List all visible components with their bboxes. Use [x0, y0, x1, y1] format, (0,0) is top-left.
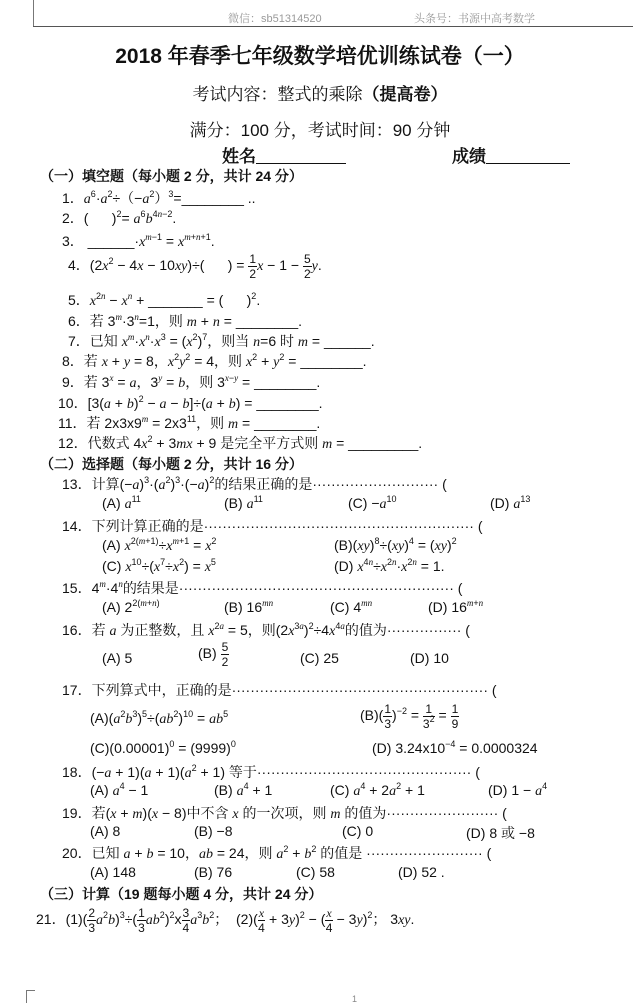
option-14-c[interactable]: (C) $x^{10}\div(x^7\div x^2) = x^5$: [102, 557, 216, 575]
question-7: 7．已知 $x^m\cdot x^n\cdot x^3 = (x^2)^7$，则当 n=6 时 m = ______.: [68, 332, 375, 350]
crop-mark: [26, 990, 35, 1003]
question-14: 14．下列计算正确的是·························································· (: [62, 518, 483, 534]
question-6: 6．若 $3^m\cdot 3^n=1$，则 m + n = ________.: [68, 312, 303, 330]
question-2: 2．( )$^2= a^6b^{4n-2}$.: [62, 209, 177, 227]
option-14-a[interactable]: (A) $x^{2(m+1)}\div x^{m+1} = x^2$: [102, 536, 217, 554]
question-15: 15．$4^m\cdot 4^n$的结果是··························································· (: [62, 579, 463, 596]
option-15-c[interactable]: (C) $4^{mn}$: [330, 598, 373, 615]
option-16-c[interactable]: (C) 25: [300, 650, 339, 666]
question-4: 4．$(2x^2 - 4x - 10xy)\div$( ) = $\frac{1}{2}$ x − 1 − $\frac{5}{2}$ y.: [68, 252, 322, 281]
page-title: 2018 年春季七年级数学培优训练试卷（一）: [115, 45, 525, 68]
option-13-b[interactable]: (B) $a^{11}$: [224, 494, 263, 512]
question-8: 8．若 x + y = 8，$x^2y^2 = 4$，则 $x^2 + y^2$ = ________.: [62, 352, 367, 370]
question-3: 3． $\_\_\_\_\_\_\cdot x^{m-1} = x^{m+n+1}$.: [62, 232, 215, 250]
option-19-b[interactable]: (B) −8: [194, 823, 233, 839]
question-21: 21．(1)( $\frac{2}{3}$ $a^2b)^3\div$( $\frac{1}{3}$ $ab^2)^2x$ $\frac{3}{4}$ $a^3b^2$； (2)( $\frac{x}{4}$ + 3y)$^2$ − ( $\frac{x}{4}$ − 3y)$^2$； 3xy.: [36, 906, 415, 935]
page-number: 1: [352, 994, 358, 1004]
question-17: 17．下列算式中，正确的是······················································· (: [62, 682, 497, 698]
option-13-c[interactable]: $(C) -a^{10}$: [348, 494, 397, 512]
option-13-a[interactable]: (A) $a^{11}$: [102, 494, 141, 512]
option-20-d[interactable]: (D) 52 .: [398, 864, 445, 880]
grade-field[interactable]: [452, 142, 570, 167]
option-18-a[interactable]: (A) $a^4 - 1$: [90, 781, 149, 799]
name-field[interactable]: [222, 142, 346, 167]
option-18-d[interactable]: (D) $1 - a^4$: [488, 781, 548, 799]
question-10: 10．$[3(a + b)^2 - a - b]\div(a + b)$ = ________.: [58, 394, 323, 412]
question-5: 5．$x^{2n} - x^n$ + _______ = ( )$^2$.: [68, 291, 261, 309]
option-19-d[interactable]: (D) 8 或 −8: [466, 825, 535, 841]
option-15-a[interactable]: (A) $2^{2(m+n)}$: [102, 598, 160, 615]
option-17-c[interactable]: $(C)(0.00001)^0 = (9999)^0$: [90, 739, 236, 756]
grade-label: 成绩: [452, 147, 486, 166]
option-14-b[interactable]: (B)(xy)$^8$÷(xy)$^4$ = (xy)$^2$: [334, 536, 457, 554]
exam-content-text: 考试内容：整式的乘除: [192, 85, 363, 104]
header-toutiao: 头条号：书源中高考数学: [414, 13, 535, 25]
header-divider: [33, 26, 633, 27]
question-20: 20．已知 a + b = 10，ab = 24，则 $a^2 + b^2$ 的值是 ························· (: [62, 844, 492, 862]
option-17-a[interactable]: $(A)(a^2b^3)^5\div(ab^2)^{10} = ab^5$: [90, 709, 229, 727]
option-20-c[interactable]: (C) 58: [296, 864, 335, 880]
exam-content: [0, 80, 640, 105]
option-13-d[interactable]: (D) $a^{13}$: [490, 494, 531, 512]
option-15-b[interactable]: (B) $16^{mn}$: [224, 598, 274, 615]
option-17-b[interactable]: (B)( $\frac{1}{3}$ )$^{-2}$ = $\frac{1}{3^2}$ = $\frac{1}{9}$: [360, 702, 459, 731]
question-12: 12．代数式 $4x^2 + 3mx + 9$ 是完全平方式则 m = _________.: [58, 434, 423, 452]
option-17-d[interactable]: (D) $3.24x10^{-4} = 0.0000324$: [372, 739, 538, 756]
score-line: 满分：100 分，考试时间：90 分钟: [189, 121, 451, 140]
option-18-c[interactable]: (C) $a^4 + 2a^2 + 1$: [330, 781, 425, 799]
option-15-d[interactable]: (D) $16^{m+n}$: [428, 598, 484, 615]
section-choice: （二）选择题（每小题 2 分，共计 16 分）: [40, 456, 303, 472]
question-13: 13．计算$(-a)^3\cdot(a^2)^3\cdot(-a)^2$的结果正确的是··························· (: [62, 475, 447, 493]
option-16-d[interactable]: (D) 10: [410, 650, 449, 666]
crop-mark: [33, 0, 34, 26]
header-wechat: 微信：sb51314520: [228, 13, 322, 25]
question-11: 11．若 $2x3x9^m = 2x3^{11}$，则 m = ________.: [58, 414, 321, 432]
name-label: 姓名: [222, 147, 256, 166]
question-18: 18．$(-a + 1)(a + 1)(a^2 + 1)$ 等于·············································· (: [62, 763, 480, 781]
option-20-b[interactable]: (B) 76: [194, 864, 233, 880]
option-20-a[interactable]: (A) 148: [90, 864, 136, 880]
question-19: 19．若(x + m)(x − 8)中不含 x 的一次项，则 m 的值为························ (: [62, 805, 507, 822]
option-18-b[interactable]: (B) $a^4 + 1$: [214, 781, 273, 799]
option-19-c[interactable]: (C) 0: [342, 823, 374, 839]
exam-content-level: （提高卷）: [362, 85, 448, 104]
option-14-d[interactable]: (D) $x^{4n}\div x^{2n}\cdot x^{2n} = 1$.: [334, 557, 445, 575]
section-calc: （三）计算（19 题每小题 4 分，共计 24 分）: [40, 886, 323, 902]
question-1: 1．$a^6\cdot a^2\div(-a^2)^3=\_\_\_\_\_\_\_\_$ ..: [62, 189, 256, 207]
option-16-b[interactable]: (B) $\frac{5}{2}$: [198, 640, 229, 669]
question-9: 9．若 $3^x = a$，$3^y = b$，则 $3^{x-y}$ = ________.: [62, 373, 321, 391]
option-16-a[interactable]: (A) 5: [102, 650, 133, 666]
section-fill-in: （一）填空题（每小题 2 分，共计 24 分）: [40, 168, 303, 184]
question-16: 16．若 a 为正整数，且 $x^{2a} = 5$，则$(2x^{3a})^2\div 4x^{4a}$的值为················ (: [62, 621, 470, 639]
option-19-a[interactable]: (A) 8: [90, 823, 121, 839]
